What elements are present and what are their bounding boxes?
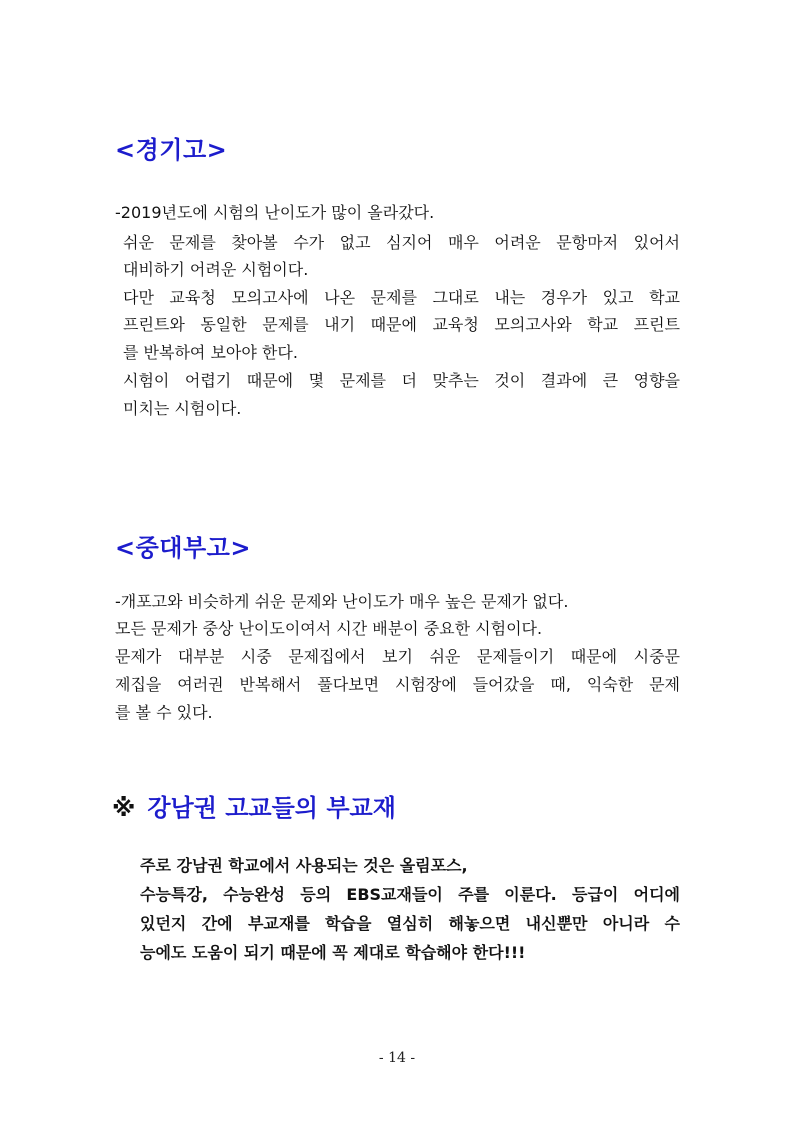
gyeonggi-line-3: 대비하기 어려운 시험이다. — [123, 260, 309, 279]
textbooks-line-4: 능에도 도움이 되기 때문에 꼭 제대로 학습해야 한다!!! — [140, 943, 526, 962]
heading-jungdae: <중대부고> — [115, 534, 251, 562]
gyeonggi-line-4: 다만 교육청 모의고사에 나온 문제를 그대로 내는 경우가 있고 학교 — [123, 288, 680, 307]
textbooks-line-1: 주로 강남권 학교에서 사용되는 것은 올림포스, — [140, 856, 468, 875]
reference-mark-icon: ※ — [112, 794, 136, 822]
gyeonggi-line-8: 미치는 시험이다. — [123, 399, 242, 418]
section-title-textbooks — [112, 788, 396, 823]
heading-gyeonggi: <경기고> — [115, 136, 228, 164]
jungdae-line-3: 문제가 대부분 시중 문제집에서 보기 쉬운 문제들이기 때문에 시중문 — [115, 647, 680, 666]
gyeonggi-line-5: 프린트와 동일한 문제를 내기 때문에 교육청 모의고사와 학교 프린트 — [123, 315, 680, 334]
jungdae-line-4: 제집을 여러권 반복해서 풀다보면 시험장에 들어갔을 때, 익숙한 문제 — [115, 675, 680, 694]
section-title-text: 강남권 고교들의 부교재 — [147, 794, 396, 822]
jungdae-line-2: 모든 문제가 중상 난이도이여서 시간 배분이 중요한 시험이다. — [115, 619, 543, 638]
gyeonggi-line-6: 를 반복하여 보아야 한다. — [123, 343, 298, 362]
page-number: - 14 - — [378, 1050, 416, 1066]
jungdae-line-5: 를 볼 수 있다. — [115, 703, 213, 722]
textbooks-line-3: 있던지 간에 부교재를 학습을 열심히 해놓으면 내신뿐만 아니라 수 — [140, 914, 680, 933]
gyeonggi-line-1: -2019년도에 시험의 난이도가 많이 올라갔다. — [115, 203, 435, 222]
jungdae-line-1: -개포고와 비슷하게 쉬운 문제와 난이도가 매우 높은 문제가 없다. — [115, 592, 569, 611]
gyeonggi-line-2: 쉬운 문제를 찾아볼 수가 없고 심지어 매우 어려운 문항마저 있어서 — [123, 233, 680, 252]
gyeonggi-line-7: 시험이 어렵기 때문에 몇 문제를 더 맞추는 것이 결과에 큰 영향을 — [123, 371, 680, 390]
textbooks-line-2: 수능특강, 수능완성 등의 EBS교재들이 주를 이룬다. 등급이 어디에 — [140, 885, 680, 904]
